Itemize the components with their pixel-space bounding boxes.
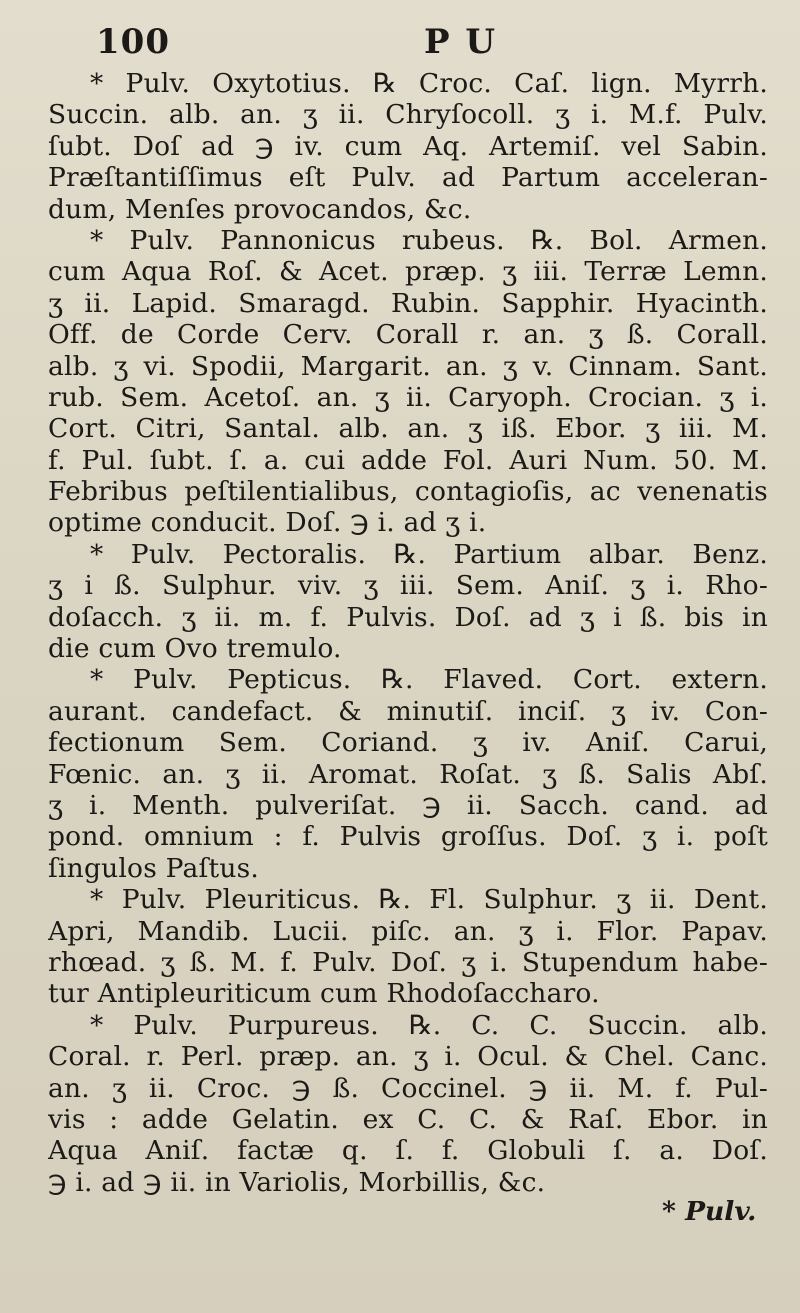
- text-line: * Pulv. Pectoralis. ℞. Partium albar. Benz.: [90, 538, 768, 570]
- text-line: ſubt. Doſ ad ℈ iv. cum Aq. Artemiſ. vel Sabin.: [48, 130, 768, 162]
- text-line: die cum Ovo tremulo.: [48, 633, 342, 665]
- text-line: tur Antipleuriticum cum Rhodoſaccharo.: [48, 978, 600, 1010]
- text-line: alb. ʒ vi. Spodii, Margarit. an. ʒ v. Cinnam. Sant.: [48, 350, 768, 382]
- text-line: fectionum Sem. Coriand. ʒ iv. Aniſ. Carui,: [48, 727, 768, 759]
- text-line: * Pulv. Pleuriticus. ℞. Fl. Sulphur. ʒ ii. Dent.: [90, 884, 768, 916]
- text-line: Coral. r. Perl. præp. an. ʒ i. Ocul. & Chel. Canc.: [48, 1041, 768, 1073]
- text-line: ℈ i. ad ℈ ii. in Variolis, Morbillis, &c.: [48, 1166, 546, 1198]
- text-line: Off. de Corde Cerv. Corall r. an. ʒ ß. Corall.: [48, 319, 768, 351]
- text-line: * Pulv. Purpureus. ℞. C. C. Succin. alb.: [90, 1009, 768, 1041]
- text-line: * Pulv. Oxytotius. ℞ Croc. Caſ. lign. Myrrh.: [90, 68, 768, 99]
- catchword: * Pulv.: [662, 1196, 757, 1227]
- text-line: Apri, Mandib. Lucii. piſc. an. ʒ i. Flor. Papav.: [48, 915, 768, 947]
- text-body: [48, 68, 768, 1198]
- text-line: doſacch. ʒ ii. m. f. Pulvis. Doſ. ad ʒ i ß. bis in: [48, 601, 768, 633]
- text-line: vis : adde Gelatin. ex C. C. & Raſ. Ebor. in: [48, 1103, 768, 1135]
- text-line: aurant. candefact. & minutiſ. inciſ. ʒ iv. Con-: [48, 695, 768, 727]
- text-line: * Pulv. Pannonicus rubeus. ℞. Bol. Armen.: [90, 224, 768, 256]
- text-line: pond. omnium : f. Pulvis groſſus. Doſ. ʒ i. poſt: [48, 821, 768, 853]
- text-line: dum, Menſes provocandos, &c.: [48, 193, 472, 225]
- text-line: ʒ ii. Lapid. Smaragd. Rubin. Sapphir. Hyacinth.: [48, 287, 768, 319]
- text-line: cum Aqua Roſ. & Acet. præp. ʒ iii. Terræ Lemn.: [48, 256, 768, 288]
- text-line: rub. Sem. Acetoſ. an. ʒ ii. Caryoph. Crocian. ʒ i.: [48, 381, 768, 413]
- text-line: Fœnic. an. ʒ ii. Aromat. Roſat. ʒ ß. Salis Abſ.: [48, 758, 768, 790]
- text-line: rhœad. ʒ ß. M. f. Pulv. Doſ. ʒ i. Stupendum habe-: [48, 946, 768, 978]
- page-header: [0, 22, 800, 66]
- text-line: an. ʒ ii. Croc. ℈ ß. Coccinel. ℈ ii. M. f. Pul-: [48, 1072, 768, 1104]
- text-line: ʒ i. Menth. pulveriſat. ℈ ii. Sacch. cand. ad: [48, 789, 768, 821]
- running-head: P U: [424, 22, 498, 62]
- text-line: optime conducit. Doſ. ℈ i. ad ʒ i.: [48, 507, 487, 539]
- text-line: * Pulv. Pepticus. ℞. Flaved. Cort. extern.: [90, 664, 768, 696]
- text-line: Præſtantiſſimus eſt Pulv. ad Partum acceleran-: [48, 162, 768, 194]
- text-line: Succin. alb. an. ʒ ii. Chryſocoll. ʒ i. M.f. Pulv.: [48, 99, 768, 131]
- text-line: Aqua Aniſ. factæ q. ſ. f. Globuli ſ. a. Doſ.: [48, 1135, 768, 1167]
- page-number: 100: [96, 22, 170, 62]
- text-line: Cort. Citri, Santal. alb. an. ʒ iß. Ebor. ʒ iii. M.: [48, 413, 768, 445]
- text-line: Febribus peſtilentialibus, contagioſis, ac venenatis: [48, 476, 768, 508]
- text-line: ſingulos Paſtus.: [48, 852, 260, 884]
- text-line: ʒ i ß. Sulphur. viv. ʒ iii. Sem. Aniſ. ʒ i. Rho-: [48, 570, 768, 602]
- text-line: f. Pul. ſubt. ſ. a. cui adde Fol. Auri Num. 50. M.: [48, 444, 768, 476]
